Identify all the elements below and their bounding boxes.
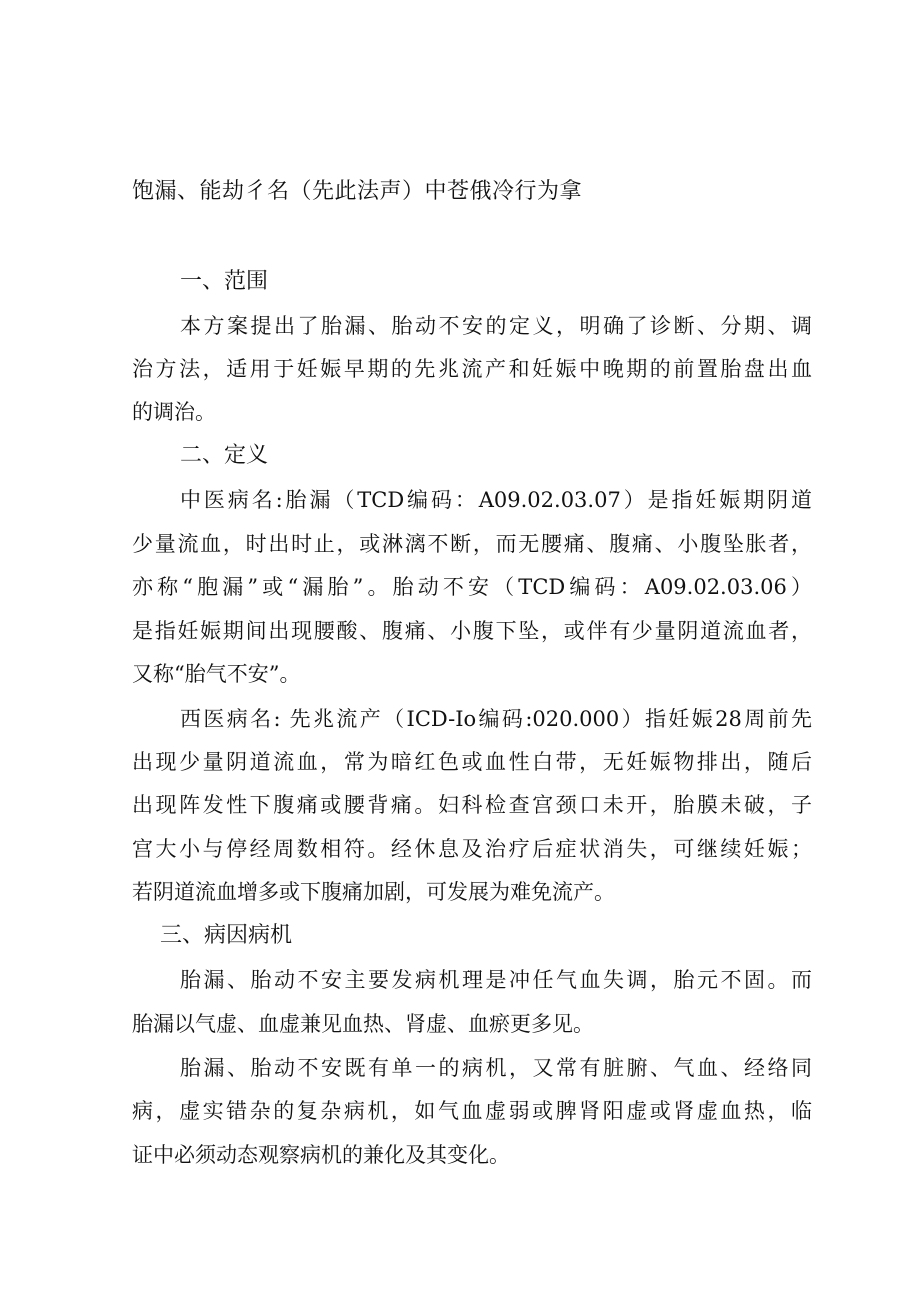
paragraph-line: 中医病名:胎漏（TCD编码：A09.02.03.07）是指妊娠期阴道 (180, 488, 812, 512)
paragraph-line: 病，虚实错杂的复杂病机，如气血虚弱或脾肾阳虚或肾虚血热，临 (132, 1099, 812, 1123)
paragraph-line: 宫大小与停经周数相符。经休息及治疗后症状消失，可继续妊娠； (132, 837, 812, 861)
section-heading-etiology: 三、病因病机 (160, 923, 293, 948)
paragraph-line: 治方法，适用于妊娠早期的先兆流产和妊娠中晚期的前置胎盘出血 (132, 357, 812, 381)
paragraph-line: 出现少量阴道流血，常为暗红色或血性白带，无妊娠物排出，随后 (132, 750, 812, 774)
section-heading-definition: 二、定义 (180, 443, 269, 468)
paragraph-line: 又称“胎气不安”。 (132, 662, 301, 686)
paragraph-line: 证中必须动态观察病机的兼化及其变化。 (132, 1143, 510, 1167)
paragraph-line: 亦称“胞漏”或“漏胎”。胎动不安（TCD编码：A09.02.03.06） (132, 575, 812, 599)
paragraph-line: 本方案提出了胎漏、胎动不安的定义，明确了诊断、分期、调 (180, 314, 812, 338)
paragraph-line: 西医病名: 先兆流产（ICD-Io编码:020.000）指妊娠28周前先 (180, 707, 812, 731)
paragraph-line: 少量流血，时出时止，或淋漓不断，而无腰痛、腹痛、小腹坠胀者， (132, 532, 812, 556)
paragraph-line: 出现阵发性下腹痛或腰背痛。妇科检查宫颈口未开，胎膜未破，子 (132, 793, 812, 817)
paragraph-line: 的调治。 (132, 400, 216, 424)
paragraph-line: 若阴道流血增多或下腹痛加剧，可发展为难免流产。 (132, 880, 615, 904)
document-title: 饱漏、能劫彳名（先此法声）中苍俄冷行为拿 (132, 179, 583, 204)
paragraph-line: 是指妊娠期间出现腰酸、腹痛、小腹下坠，或伴有少量阴道流血者， (132, 619, 812, 643)
paragraph-line: 胎漏、胎动不安主要发病机理是冲任气血失调，胎元不固。而 (180, 968, 812, 992)
paragraph-line: 胎漏、胎动不安既有单一的病机，又常有脏腑、气血、经络同 (180, 1056, 812, 1080)
paragraph-line: 胎漏以气虚、血虚兼见血热、肾虚、血瘀更多见。 (132, 1012, 594, 1036)
section-heading-scope: 一、范围 (180, 269, 269, 294)
